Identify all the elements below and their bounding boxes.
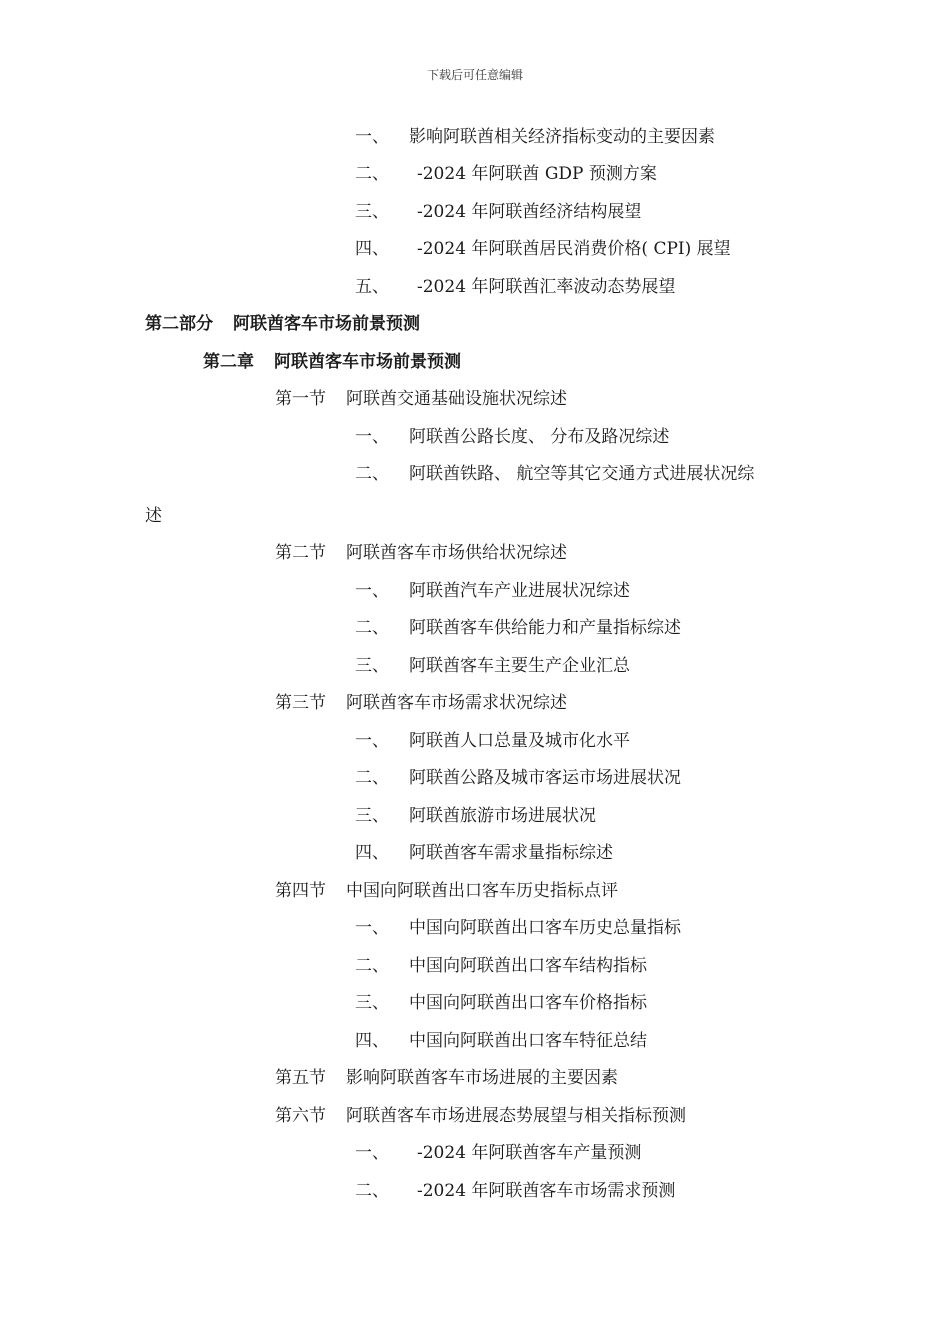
section-title: 中国向阿联酋出口客车历史指标点评 (346, 881, 618, 901)
item-number: 一、 (355, 731, 389, 751)
item-text: -2024 年阿联酋客车产量预测 (417, 1143, 642, 1163)
item-text: 阿联酋公路长度、 分布及路况综述 (409, 427, 670, 447)
toc-part-heading[interactable] (145, 313, 420, 335)
item-text: 中国向阿联酋出口客车特征总结 (409, 1031, 647, 1051)
toc-section[interactable] (275, 388, 567, 410)
item-number: 二、 (355, 618, 389, 638)
item-text: 阿联酋客车需求量指标综述 (409, 843, 613, 863)
section-title: 阿联酋客车市场需求状况综述 (346, 693, 567, 713)
section-title: 阿联酋客车市场进展态势展望与相关指标预测 (346, 1106, 686, 1126)
item-number: 三、 (355, 806, 389, 826)
item-number: 二、 (355, 464, 389, 484)
item-text: -2024 年阿联酋居民消费价格( CPI) 展望 (417, 239, 731, 259)
section-title: 阿联酋客车市场供给状况综述 (346, 543, 567, 563)
toc-item[interactable] (355, 1142, 641, 1164)
section-number: 第四节 (275, 881, 326, 901)
toc-item[interactable] (355, 617, 681, 639)
toc-item[interactable] (355, 126, 715, 148)
item-number: 一、 (355, 581, 389, 601)
section-title: 影响阿联酋客车市场进展的主要因素 (346, 1068, 618, 1088)
item-number: 三、 (355, 993, 389, 1013)
item-text: -2024 年阿联酋汇率波动态势展望 (417, 277, 676, 297)
item-text: 阿联酋汽车产业进展状况综述 (409, 581, 630, 601)
item-number: 一、 (355, 918, 389, 938)
toc-item[interactable] (355, 426, 669, 448)
item-text: -2024 年阿联酋客车市场需求预测 (417, 1181, 676, 1201)
toc-section[interactable] (275, 1105, 686, 1127)
toc-section[interactable] (275, 1067, 618, 1089)
item-number: 一、 (355, 1143, 389, 1163)
item-number: 五、 (355, 277, 389, 297)
item-text: 阿联酋旅游市场进展状况 (409, 806, 596, 826)
toc-item[interactable] (355, 1030, 647, 1052)
item-number: 二、 (355, 768, 389, 788)
item-number: 一、 (355, 127, 389, 147)
toc-item[interactable] (355, 580, 630, 602)
toc-item[interactable] (355, 955, 647, 977)
section-number: 第三节 (275, 693, 326, 713)
item-text: 中国向阿联酋出口客车历史总量指标 (409, 918, 681, 938)
item-number: 四、 (355, 843, 389, 863)
section-number: 第六节 (275, 1106, 326, 1126)
item-text: 影响阿联酋相关经济指标变动的主要因素 (409, 127, 715, 147)
toc-chapter-heading[interactable] (203, 351, 461, 373)
item-number: 一、 (355, 427, 389, 447)
item-text: -2024 年阿联酋经济结构展望 (417, 202, 642, 222)
toc-section[interactable] (275, 880, 618, 902)
item-number: 二、 (355, 956, 389, 976)
item-text-continuation: 述 (145, 506, 162, 526)
toc-item[interactable] (355, 201, 641, 223)
item-number: 二、 (355, 164, 389, 184)
toc-section[interactable] (275, 692, 567, 714)
toc-item[interactable] (355, 655, 630, 677)
toc-item[interactable] (355, 276, 675, 298)
item-number: 四、 (355, 239, 389, 259)
item-number: 四、 (355, 1031, 389, 1051)
section-number: 第二节 (275, 543, 326, 563)
item-number: 三、 (355, 656, 389, 676)
toc-item[interactable] (355, 805, 596, 827)
item-text: 阿联酋铁路、 航空等其它交通方式进展状况综 (409, 464, 755, 484)
item-text: 阿联酋客车主要生产企业汇总 (409, 656, 630, 676)
toc-item[interactable] (355, 238, 731, 260)
page-header: 下载后可任意编辑 (426, 68, 523, 82)
item-text: 阿联酋公路及城市客运市场进展状况 (409, 768, 681, 788)
chapter-title: 阿联酋客车市场前景预测 (274, 352, 461, 372)
item-number: 二、 (355, 1181, 389, 1201)
item-text: 阿联酋客车供给能力和产量指标综述 (409, 618, 681, 638)
chapter-number: 第二章 (203, 352, 254, 372)
part-title: 阿联酋客车市场前景预测 (233, 314, 420, 334)
item-text: 阿联酋人口总量及城市化水平 (409, 731, 630, 751)
section-number: 第五节 (275, 1068, 326, 1088)
toc-item[interactable] (355, 767, 681, 789)
toc-item[interactable] (355, 730, 630, 752)
toc-item[interactable] (355, 163, 657, 185)
toc-item[interactable] (355, 917, 681, 939)
toc-item[interactable] (355, 1180, 675, 1202)
toc-section[interactable] (275, 542, 567, 564)
item-text: 中国向阿联酋出口客车价格指标 (409, 993, 647, 1013)
toc-item-continuation (145, 505, 162, 527)
section-title: 阿联酋交通基础设施状况综述 (346, 389, 567, 409)
part-number: 第二部分 (145, 314, 213, 334)
section-number: 第一节 (275, 389, 326, 409)
item-text: 中国向阿联酋出口客车结构指标 (409, 956, 647, 976)
toc-item[interactable] (355, 842, 613, 864)
toc-item[interactable] (355, 992, 647, 1014)
item-text: -2024 年阿联酋 GDP 预测方案 (417, 164, 657, 184)
item-number: 三、 (355, 202, 389, 222)
toc-item[interactable] (355, 463, 754, 485)
